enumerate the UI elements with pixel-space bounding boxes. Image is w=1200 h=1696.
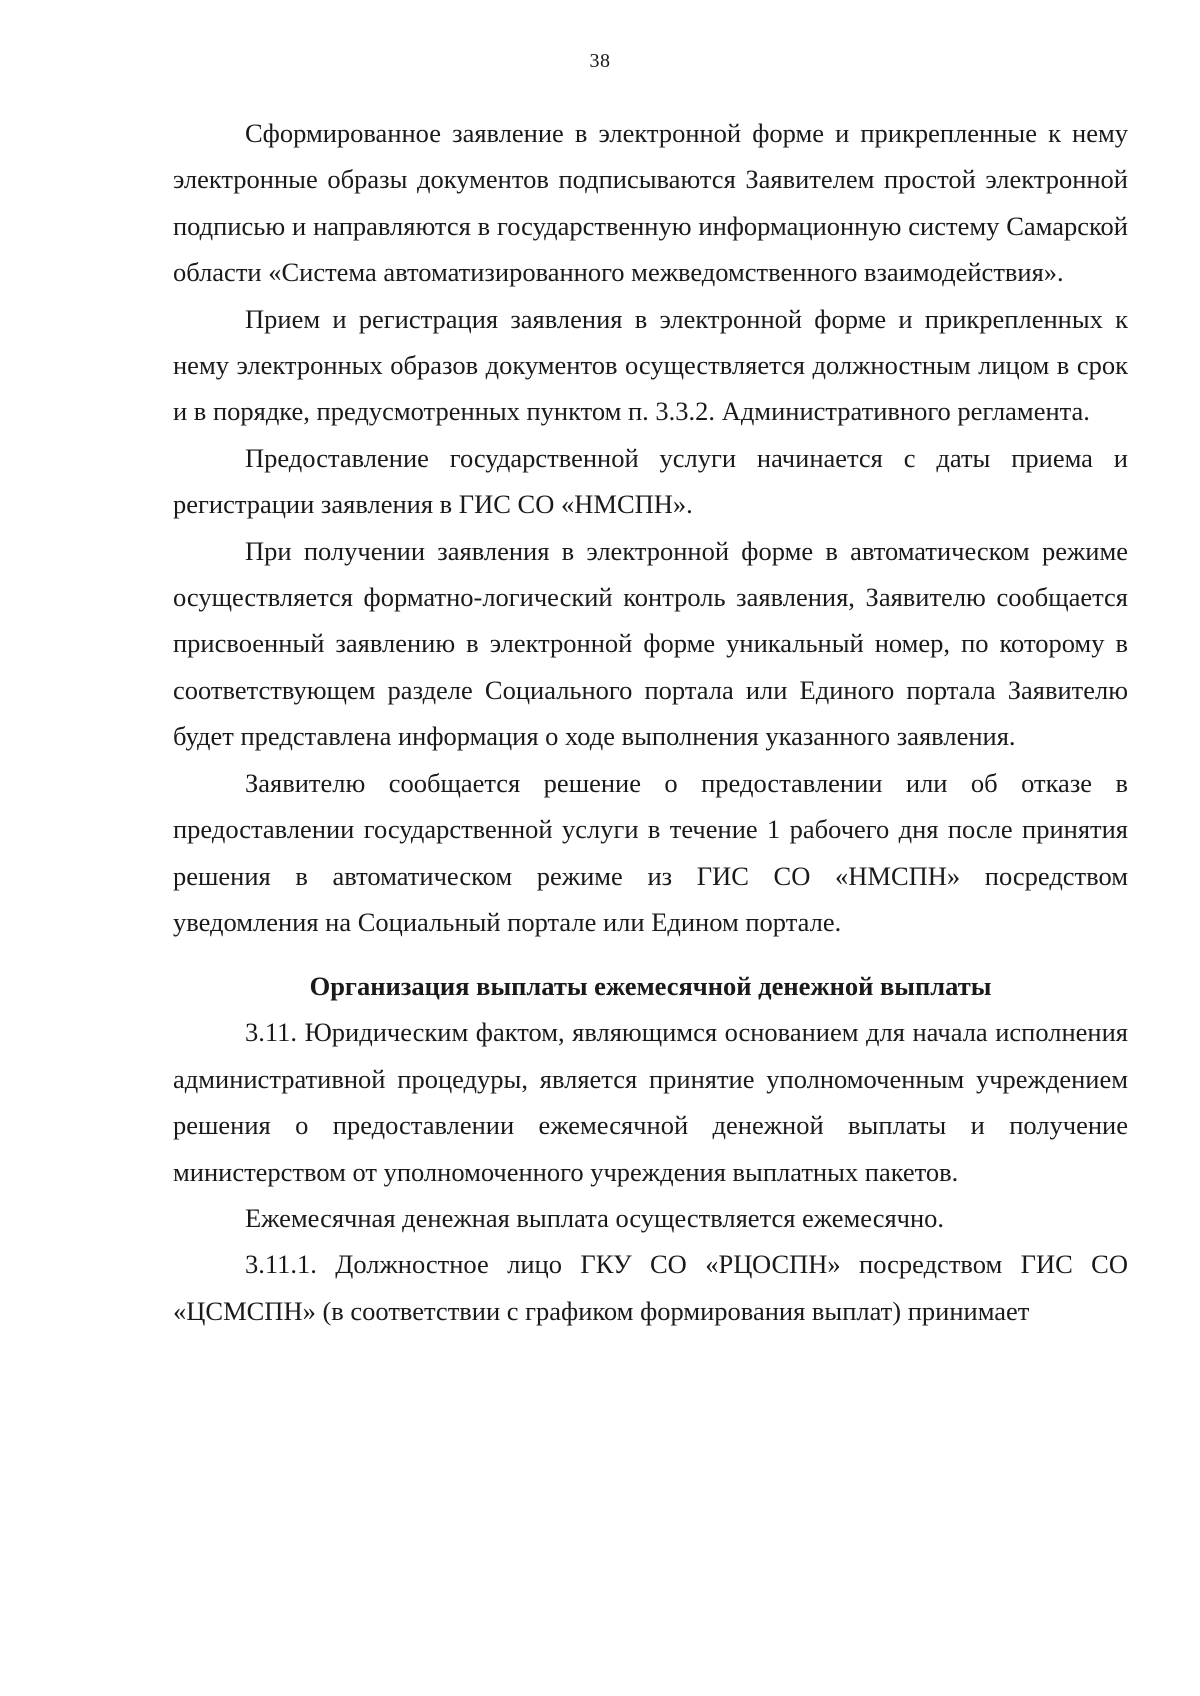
paragraph-monthly-payment: Ежемесячная денежная выплата осуществляется ежемесячно.: [245, 1202, 945, 1233]
document-body: [173, 110, 1128, 1334]
section-heading: Организация выплаты ежемесячной денежной выплаты: [309, 971, 992, 1002]
paragraph-service-start: Предоставление государственной услуги начинается с даты приема и регистрации заявления в ГИС СО «НМСПН».: [173, 442, 1128, 520]
paragraph-3-11: 3.11. Юридическим фактом, являющимся основанием для начала исполнения административной процедуры, является принятие уполномоченным учреждением решения о предоставлении ежемесячной денежной выплаты и получение министерством от уполномоченного учреждения выплатных пакетов.: [173, 1017, 1128, 1187]
paragraph-format-control: При получении заявления в электронной форме в автоматическом режиме осуществляется форматно-логический контроль заявления, Заявителю сообщается присвоенный заявлению в электронной форме уникальный номер, по которому в соответствующем разделе Социального портала или Единого портала Заявителю будет представлена информация о ходе выполнения указанного заявления.: [173, 535, 1128, 752]
page-number: 38: [589, 50, 611, 72]
paragraph-decision-notice: Заявителю сообщается решение о предоставлении или об отказе в предоставлении государственной услуги в течение 1 рабочего дня после принятия решения в автоматическом режиме из ГИС СО «НМСПН» посредством уведомления на Социальный портале или Едином портале.: [173, 767, 1128, 937]
paragraph-registration: Прием и регистрация заявления в электронной форме и прикрепленных к нему электронных образов документов осуществляется должностным лицом в срок и в порядке, предусмотренных пунктом п. 3.3.2. Административного регламента.: [173, 303, 1128, 427]
paragraph-signing: Сформированное заявление в электронной форме и прикрепленные к нему электронные образы документов подписываются Заявителем простой электронной подписью и направляются в государственную информационную систему Самарской области «Система автоматизированного межведомственного взаимодействия».: [173, 118, 1128, 288]
paragraph-3-11-1: 3.11.1. Должностное лицо ГКУ СО «РЦОСПН» посредством ГИС СО «ЦСМСПН» (в соответствии с графиком формирования выплат) принимает: [173, 1249, 1128, 1326]
